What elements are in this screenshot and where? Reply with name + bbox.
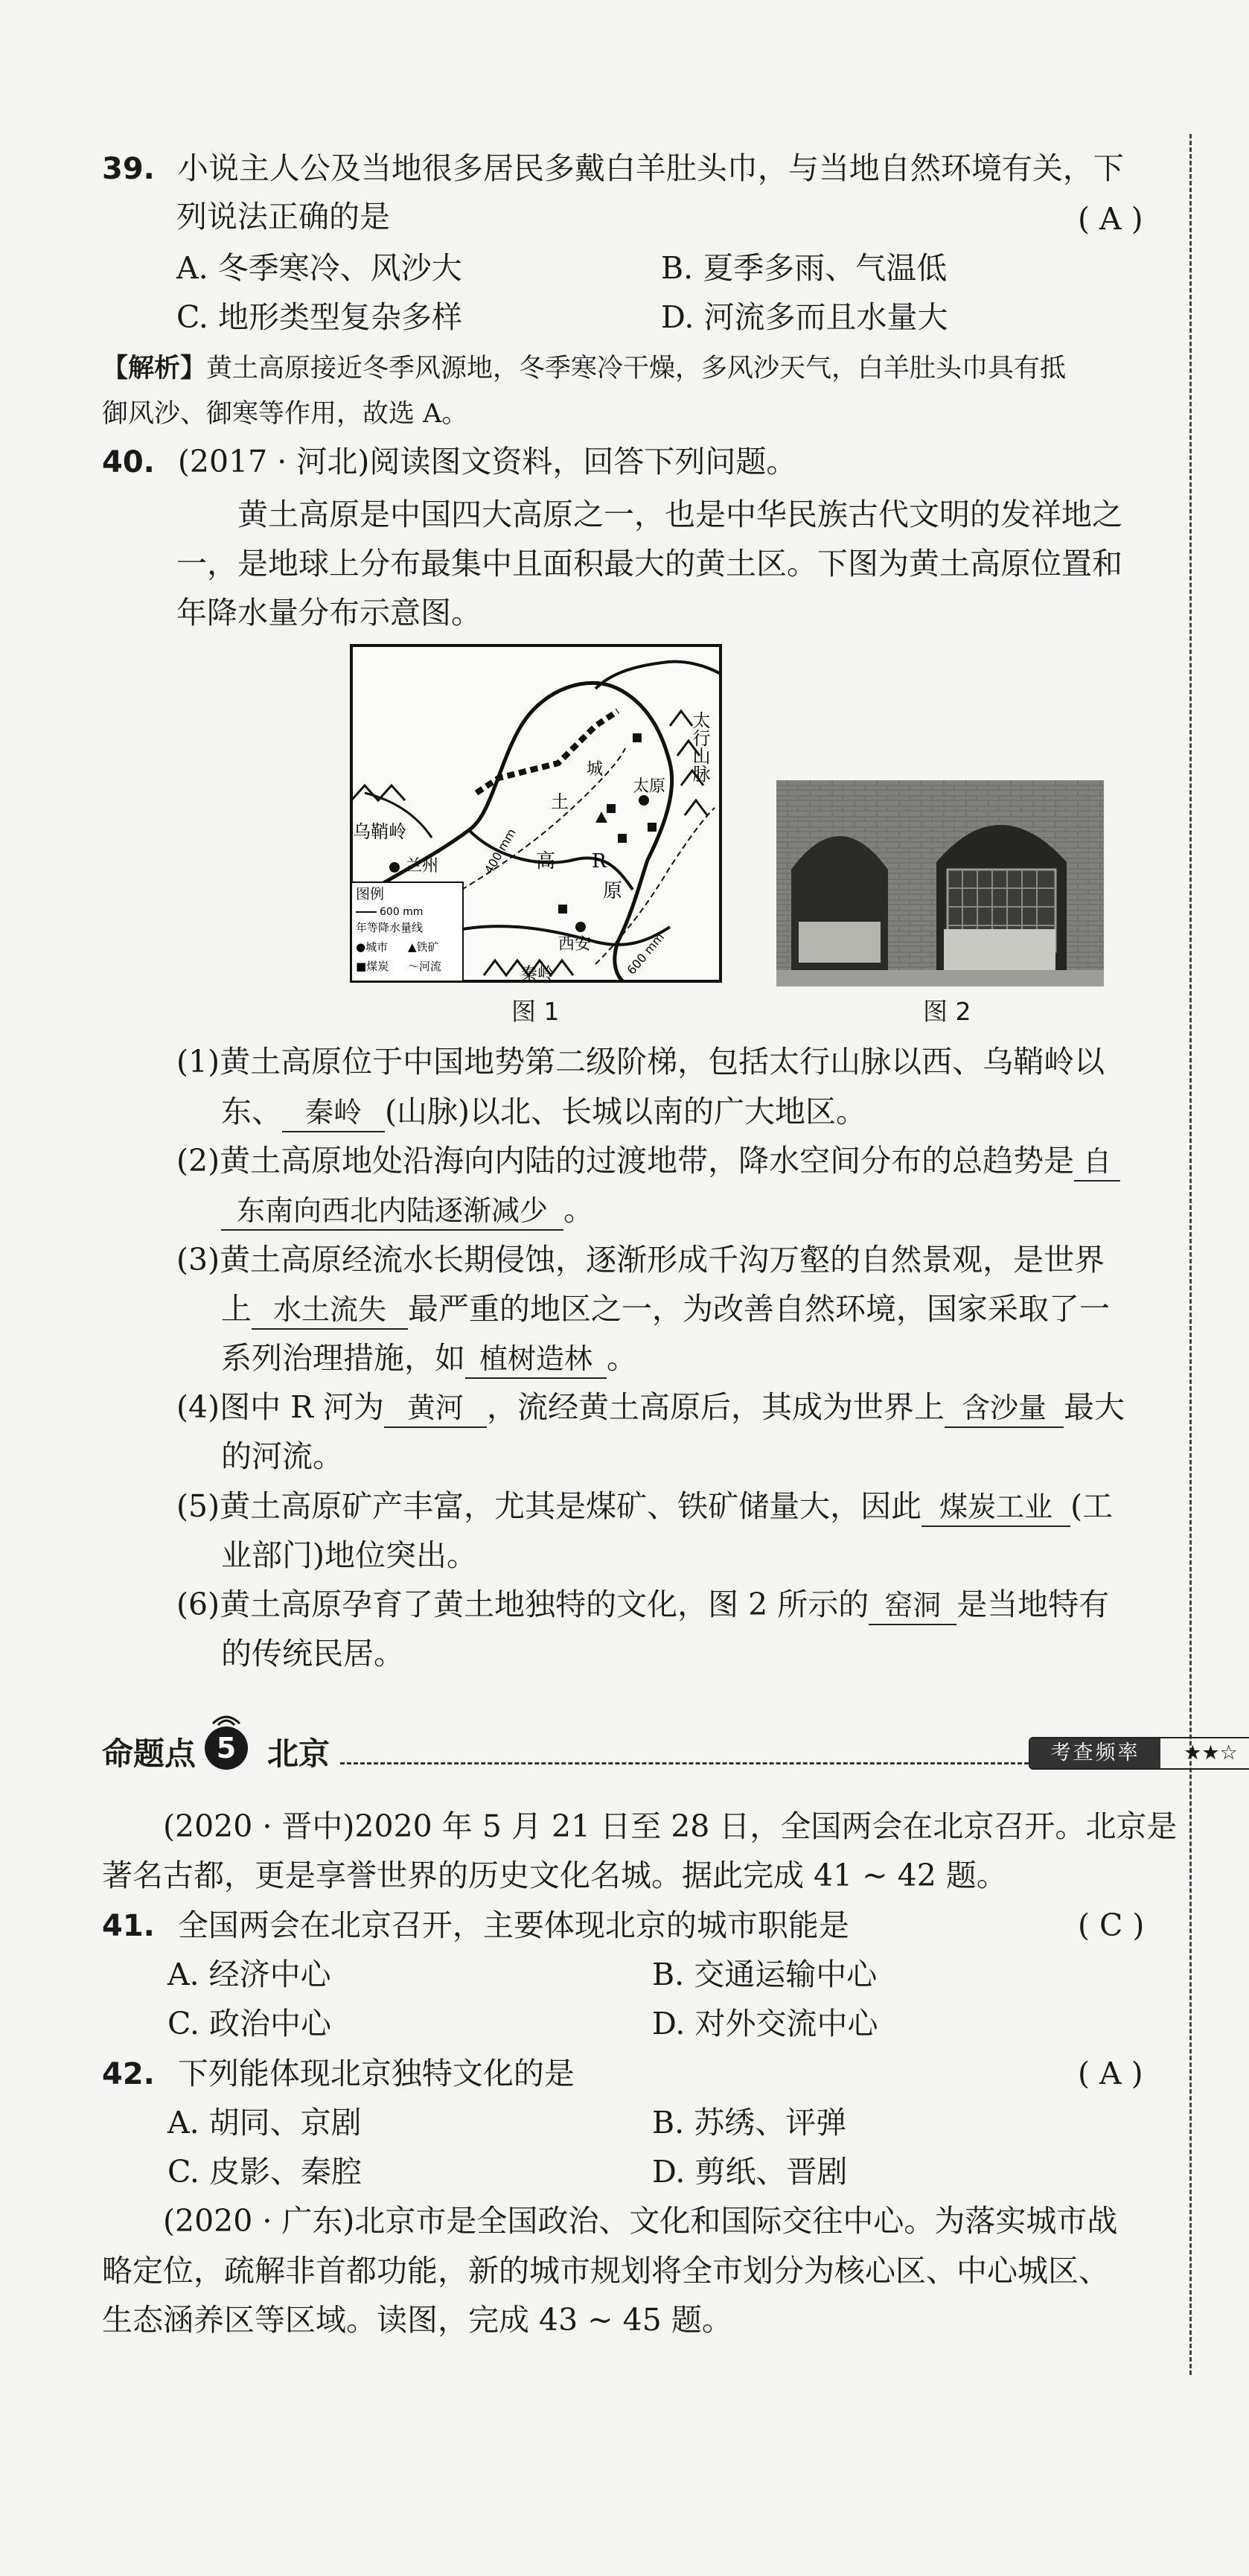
left-door-panel xyxy=(799,922,881,963)
city-taiyuan-marker xyxy=(639,795,649,806)
q40-sub2-cont xyxy=(221,1189,594,1231)
intro-43-45: (2020 · 广东)北京市是全国政治、文化和国际交往中心。为落实城市战 xyxy=(163,2203,1118,2239)
q40-sub5 xyxy=(176,1485,1113,1527)
coal-marker xyxy=(558,905,567,914)
q39-analysis-text-cont: 御风沙、御寒等作用，故选 A。 xyxy=(102,399,468,429)
q40-intro xyxy=(102,441,796,483)
analysis-label: 【解析】 xyxy=(102,354,207,383)
margin-dashed-rule xyxy=(1189,134,1192,2375)
legend-title: 图例 xyxy=(356,886,385,902)
legend-iron: ▲铁矿 xyxy=(408,940,439,954)
text: (4)图中 R 河为 xyxy=(176,1389,385,1425)
q41-option-c: C. 政治中心 xyxy=(167,2006,331,2041)
text: 上 xyxy=(221,1291,252,1327)
q40-sub4 xyxy=(176,1386,1125,1428)
coal-marker xyxy=(648,823,657,832)
q40-paragraph-cont2: 年降水量分布示意图。 xyxy=(176,595,482,631)
text: 。 xyxy=(607,1340,637,1376)
signal-icon xyxy=(209,1709,243,1727)
right-door-panel xyxy=(944,929,1055,970)
q41-option-d: D. 对外交流中心 xyxy=(652,2006,878,2041)
label-cheng: 城 xyxy=(587,760,604,779)
label-isohyet-600: 600 mm xyxy=(624,930,668,978)
section-header xyxy=(102,1716,1238,1791)
map-legend xyxy=(351,882,463,981)
text: (5)黄土高原矿产丰富，尤其是煤矿、铁矿储量大，因此 xyxy=(176,1488,922,1524)
intro-43-45-cont: 略定位，疏解非首都功能，新的城市规划将全市划分为核心区、中心城区、 xyxy=(102,2253,1109,2289)
q39-number: 39. xyxy=(102,152,155,186)
q40-sub4-cont: 的河流。 xyxy=(221,1438,343,1474)
q39-analysis-text: 黄土高原接近冬季风源地，冬季寒冷干燥，多风沙天气，白羊肚头巾具有抵 xyxy=(206,354,1067,383)
answer-fill-afforestation: 植树造林 xyxy=(465,1340,607,1379)
intro-43-45-cont2: 生态涵养区等区域。读图，完成 43 ~ 45 题。 xyxy=(102,2302,732,2338)
q41-number: 41. xyxy=(102,1909,155,1943)
label-taihang: 太行山脉 xyxy=(689,711,710,782)
label-lanzhou: 兰州 xyxy=(406,857,439,876)
ground xyxy=(776,970,1104,986)
label-gao: 高 xyxy=(536,850,556,873)
q39-line1 xyxy=(102,147,1124,190)
text: (山脉)以北、长城以南的广大地区。 xyxy=(385,1094,866,1129)
answer-fill-trend-start: 自 xyxy=(1074,1143,1120,1182)
answer-fill-qinling: 秦岭 xyxy=(282,1094,385,1132)
q40-sub5-cont: 业部门)地位突出。 xyxy=(221,1537,477,1573)
section-number-badge: 5 xyxy=(205,1727,248,1770)
text: 最严重的地区之一，为改善自然环境，国家采取了一 xyxy=(408,1291,1110,1327)
q39-option-b: B. 夏季多雨、气温低 xyxy=(661,250,948,286)
answer-fill-coal-industry: 煤炭工业 xyxy=(921,1488,1070,1527)
q40-sub1-cont xyxy=(221,1091,866,1132)
text: 。 xyxy=(563,1192,594,1228)
q40-sub1: (1)黄土高原位于中国地势第二级阶梯，包括太行山脉以西、乌鞘岭以 xyxy=(176,1044,1105,1080)
figure2-caption: 图 2 xyxy=(923,997,971,1026)
q39-option-c: C. 地形类型复杂多样 xyxy=(176,299,462,335)
label-taiyuan: 太原 xyxy=(633,777,666,796)
label-wuqiaoling: 乌鞘岭 xyxy=(353,821,406,842)
q40-sub6-cont: 的传统民居。 xyxy=(221,1636,404,1671)
figure1-caption: 图 1 xyxy=(511,997,560,1026)
coal-marker xyxy=(607,804,616,813)
q42-answer: ( A ) xyxy=(1078,2056,1143,2091)
q40-sub6 xyxy=(176,1584,1109,1625)
legend-coal: ■煤炭 xyxy=(356,960,389,973)
text: 是当地特有 xyxy=(956,1587,1110,1622)
frequency-stars: ★★☆ xyxy=(1183,1741,1238,1764)
frequency-label: 考查频率 xyxy=(1030,1738,1160,1768)
q39-stem-cont: 列说法正确的是 xyxy=(176,199,390,235)
q40-paragraph: 黄土高原是中国四大高原之一，也是中华民族古代文明的发祥地之 xyxy=(237,497,1122,532)
label-yuan: 原 xyxy=(603,880,623,902)
q41-option-b: B. 交通运输中心 xyxy=(652,1957,878,1992)
q41-stem: 全国两会在北京召开，主要体现北京的城市职能是 xyxy=(177,1907,849,1943)
label-isohyet-400: 400 mm xyxy=(482,826,519,876)
q42-option-a: A. 胡同、京剧 xyxy=(167,2105,362,2140)
q41-option-a: A. 经济中心 xyxy=(167,1957,331,1992)
text: ，流经黄土高原后，其成为世界上 xyxy=(487,1389,945,1425)
legend-isohyet: 年等降水量线 xyxy=(356,921,424,934)
q42-option-d: D. 剪纸、晋剧 xyxy=(652,2154,848,2190)
text: 最大 xyxy=(1064,1389,1125,1425)
q41-answer: ( C ) xyxy=(1078,1907,1145,1943)
legend-river: ～河流 xyxy=(408,960,442,973)
text: 系列治理措施，如 xyxy=(221,1340,465,1376)
q39-stem: 小说主人公及当地很多居民多戴白羊肚头巾，与当地自然环境有关，下 xyxy=(177,150,1124,186)
answer-fill-sediment: 含沙量 xyxy=(945,1389,1064,1428)
label-qinling: 秦岭 xyxy=(521,965,555,983)
q39-answer: ( A ) xyxy=(1078,201,1143,237)
frequency-box xyxy=(1029,1737,1249,1770)
city-lanzhou-marker xyxy=(389,862,400,873)
q42-line xyxy=(102,2053,575,2095)
answer-fill-trend: 东南向西北内陆逐渐减少 xyxy=(221,1192,563,1231)
section-title: 北京 xyxy=(267,1735,330,1772)
coal-marker xyxy=(633,733,642,742)
coal-marker xyxy=(618,834,627,843)
legend-city: ●城市 xyxy=(356,940,389,954)
cave-arch-left xyxy=(791,836,888,986)
cave-dwelling-photo xyxy=(776,780,1104,986)
legend-iso-value: 600 mm xyxy=(380,906,424,918)
intro-41-42-cont: 著名古都，更是享誉世界的历史文化名城。据此完成 41 ~ 42 题。 xyxy=(102,1858,1007,1893)
q42-stem: 下列能体现北京独特文化的是 xyxy=(177,2056,575,2091)
section-dash-rule xyxy=(340,1762,1029,1764)
answer-fill-yellow-river: 黄河 xyxy=(384,1389,487,1428)
text: 东、 xyxy=(221,1094,282,1129)
q42-number: 42. xyxy=(102,2057,155,2091)
loess-plateau-map xyxy=(350,644,722,983)
q40-sub3-cont2 xyxy=(221,1337,637,1379)
answer-fill-cave-dwelling: 窑洞 xyxy=(869,1587,956,1625)
text: (6)黄土高原孕育了黄土地独特的文化，图 2 所示的 xyxy=(176,1587,869,1622)
q40-sub2 xyxy=(176,1140,1120,1182)
q42-option-b: B. 苏绣、评弹 xyxy=(652,2105,847,2140)
q39-option-d: D. 河流多而且水量大 xyxy=(661,299,948,335)
city-xian-marker xyxy=(575,922,586,932)
label-tu: 土 xyxy=(551,791,569,812)
q40-intro-text: (2017 · 河北)阅读图文资料，回答下列问题。 xyxy=(177,444,797,479)
text: (工 xyxy=(1070,1488,1114,1524)
label-r-river: R xyxy=(592,850,607,873)
intro-41-42: (2020 · 晋中)2020 年 5 月 21 日至 28 日，全国两会在北京召开。北京是 xyxy=(163,1808,1178,1844)
q42-option-c: C. 皮影、秦腔 xyxy=(167,2154,362,2190)
q40-paragraph-cont: 一，是地球上分布最集中且面积最大的黄土区。下图为黄土高原位置和 xyxy=(176,546,1122,581)
section-label: 命题点 xyxy=(102,1735,197,1772)
q39-analysis xyxy=(102,348,1066,389)
text: (2)黄土高原地处沿海向内陆的过渡地带，降水空间分布的总趋势是 xyxy=(176,1143,1075,1179)
answer-fill-soil-erosion: 水土流失 xyxy=(252,1291,408,1330)
label-xian: 西安 xyxy=(558,935,592,954)
q40-sub3-cont xyxy=(221,1288,1110,1330)
q40-number: 40. xyxy=(102,445,155,479)
q39-option-a: A. 冬季寒冷、风沙大 xyxy=(176,250,462,286)
q40-sub3: (3)黄土高原经流水长期侵蚀，逐渐形成千沟万壑的自然景观，是世界 xyxy=(176,1242,1105,1278)
q41-line xyxy=(102,1904,849,1947)
